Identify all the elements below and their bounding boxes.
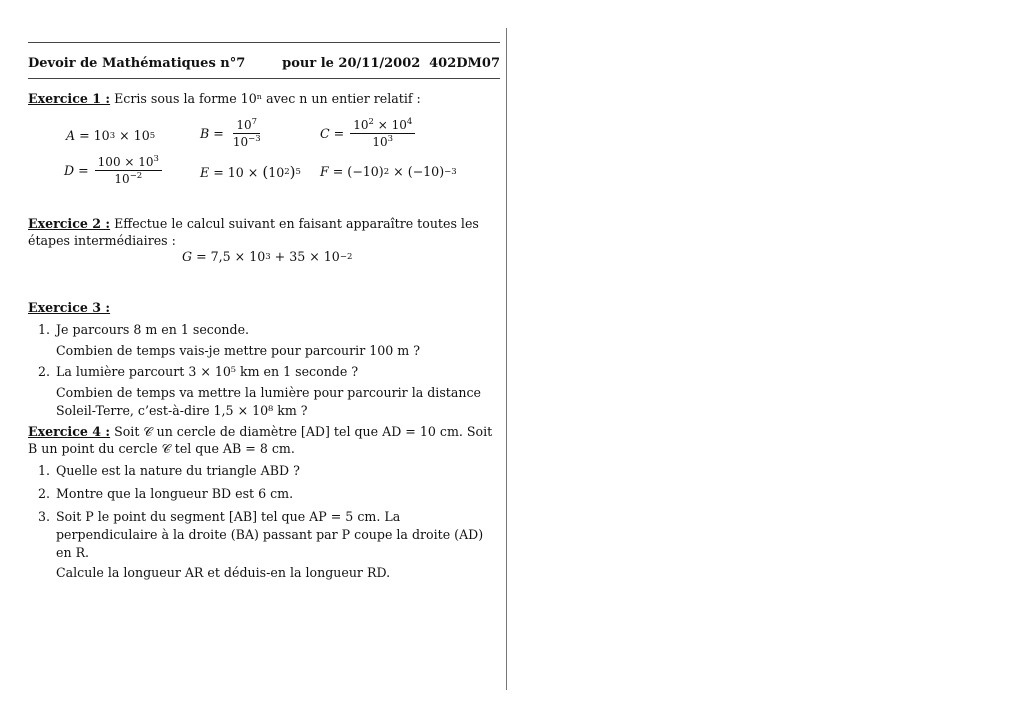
- exercise-4-item-2: [38, 485, 500, 503]
- document-title: Devoir de Mathématiques n°7: [28, 56, 246, 71]
- header-bottom-rule: [28, 78, 500, 79]
- expression-b: B = $\frac{10^7}{10^{-3}}$: [200, 117, 261, 149]
- expression-c: C = $\frac{10^2 \times 10^4}{10^3}$: [320, 118, 417, 149]
- exercise-1-title: Exercice 1 :: [28, 91, 111, 106]
- item-line: Je parcours 8 m en 1 seconde.: [56, 322, 250, 337]
- exercise-2-text: Effectue le calcul suivant en faisant apparaître toutes les étapes intermédiaires :: [28, 216, 479, 248]
- item-number: 2.: [38, 364, 51, 379]
- exercise-1-statement: [28, 90, 500, 107]
- expression-a: A = 10 3 × 10 5: [66, 128, 156, 143]
- item-number: 1.: [38, 463, 51, 478]
- item-text: Soit P le point du segment [AB] tel que AP = 5 cm. La perpendiculaire à la droite (BA) passant par P coupe la droite (AD) en R.: [56, 509, 484, 560]
- item-number: 1.: [38, 322, 51, 337]
- document-page: [28, 0, 500, 716]
- exercise-3-statement: [28, 299, 500, 316]
- exercise-3-item-2: [38, 363, 500, 420]
- exercise-4-item-1: [38, 462, 500, 480]
- due-date: pour le 20/11/2002: [282, 56, 421, 71]
- expression-g: G = 7,5 × 10 3 + 35 × 10 −2: [182, 249, 353, 264]
- header-top-rule: [28, 42, 500, 43]
- exercise-4-title: Exercice 4 :: [28, 424, 111, 439]
- exercise-2-statement: [28, 215, 500, 249]
- item-question: Combien de temps vais-je mettre pour parcourir 100 m ?: [56, 343, 420, 358]
- item-number: 2.: [38, 486, 51, 501]
- expression-f: F = (−10) 2 × (−10) −3: [320, 164, 457, 179]
- right-page-border: [506, 28, 507, 690]
- item-line: La lumière parcourt 3 × 10⁵ km en 1 seconde ?: [56, 364, 359, 379]
- exercise-3-title: Exercice 3 :: [28, 300, 111, 315]
- document-header: [28, 56, 500, 71]
- exercise-2-title: Exercice 2 :: [28, 216, 111, 231]
- expression-e: E = 10 × ( 10 2 ) 5: [200, 163, 301, 181]
- item-text: Montre que la longueur BD est 6 cm.: [56, 486, 294, 501]
- item-question: Calcule la longueur AR et déduis-en la longueur RD.: [56, 565, 391, 580]
- exercise-4-statement: [28, 423, 500, 457]
- expression-d: D = $\frac{100 \times 10^3}{10^{-2}}$: [64, 155, 164, 186]
- document-code: 402DM07: [429, 56, 500, 71]
- item-number: 3.: [38, 509, 51, 524]
- exercise-4-intro: Soit 𝒞 un cercle de diamètre [AD] tel que AD = 10 cm. Soit B un point du cercle 𝒞 tel que AB = 8 cm.: [28, 424, 493, 456]
- item-question: Combien de temps va mettre la lumière pour parcourir la distance Soleil-Terre, c’est-à-dire 1,5 × 10⁸ km ?: [56, 385, 481, 418]
- item-text: Quelle est la nature du triangle ABD ?: [56, 463, 300, 478]
- exercise-4-item-3: [38, 508, 500, 582]
- exercise-1-text: Ecris sous la forme 10ⁿ avec n un entier relatif :: [114, 91, 421, 106]
- exercise-3-item-1: [38, 321, 500, 360]
